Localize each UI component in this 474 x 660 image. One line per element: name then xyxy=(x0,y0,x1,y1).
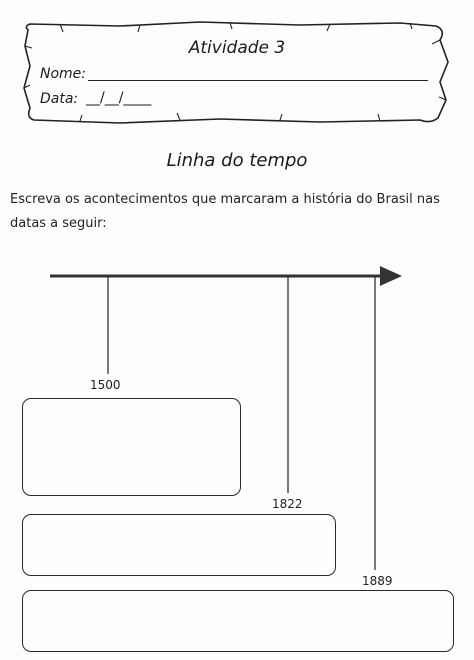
year-label-1500: 1500 xyxy=(90,378,121,392)
answer-box-1889[interactable] xyxy=(22,590,454,652)
activity-title: Atividade 3 xyxy=(188,38,286,58)
timeline-arrowhead xyxy=(380,266,402,286)
date-field[interactable]: __/__/____ xyxy=(86,90,152,106)
answer-box-1822[interactable] xyxy=(22,514,336,576)
year-label-1822: 1822 xyxy=(272,497,303,511)
instructions-text: Escreva os acontecimentos que marcaram a história do Brasil nas datas a seguir: xyxy=(10,192,440,231)
year-label-1889: 1889 xyxy=(362,574,393,588)
page-title: Linha do tempo xyxy=(166,150,308,171)
date-label: Data: xyxy=(40,91,79,107)
name-label: Nome: xyxy=(40,66,87,82)
answer-box-1500[interactable] xyxy=(22,398,241,496)
